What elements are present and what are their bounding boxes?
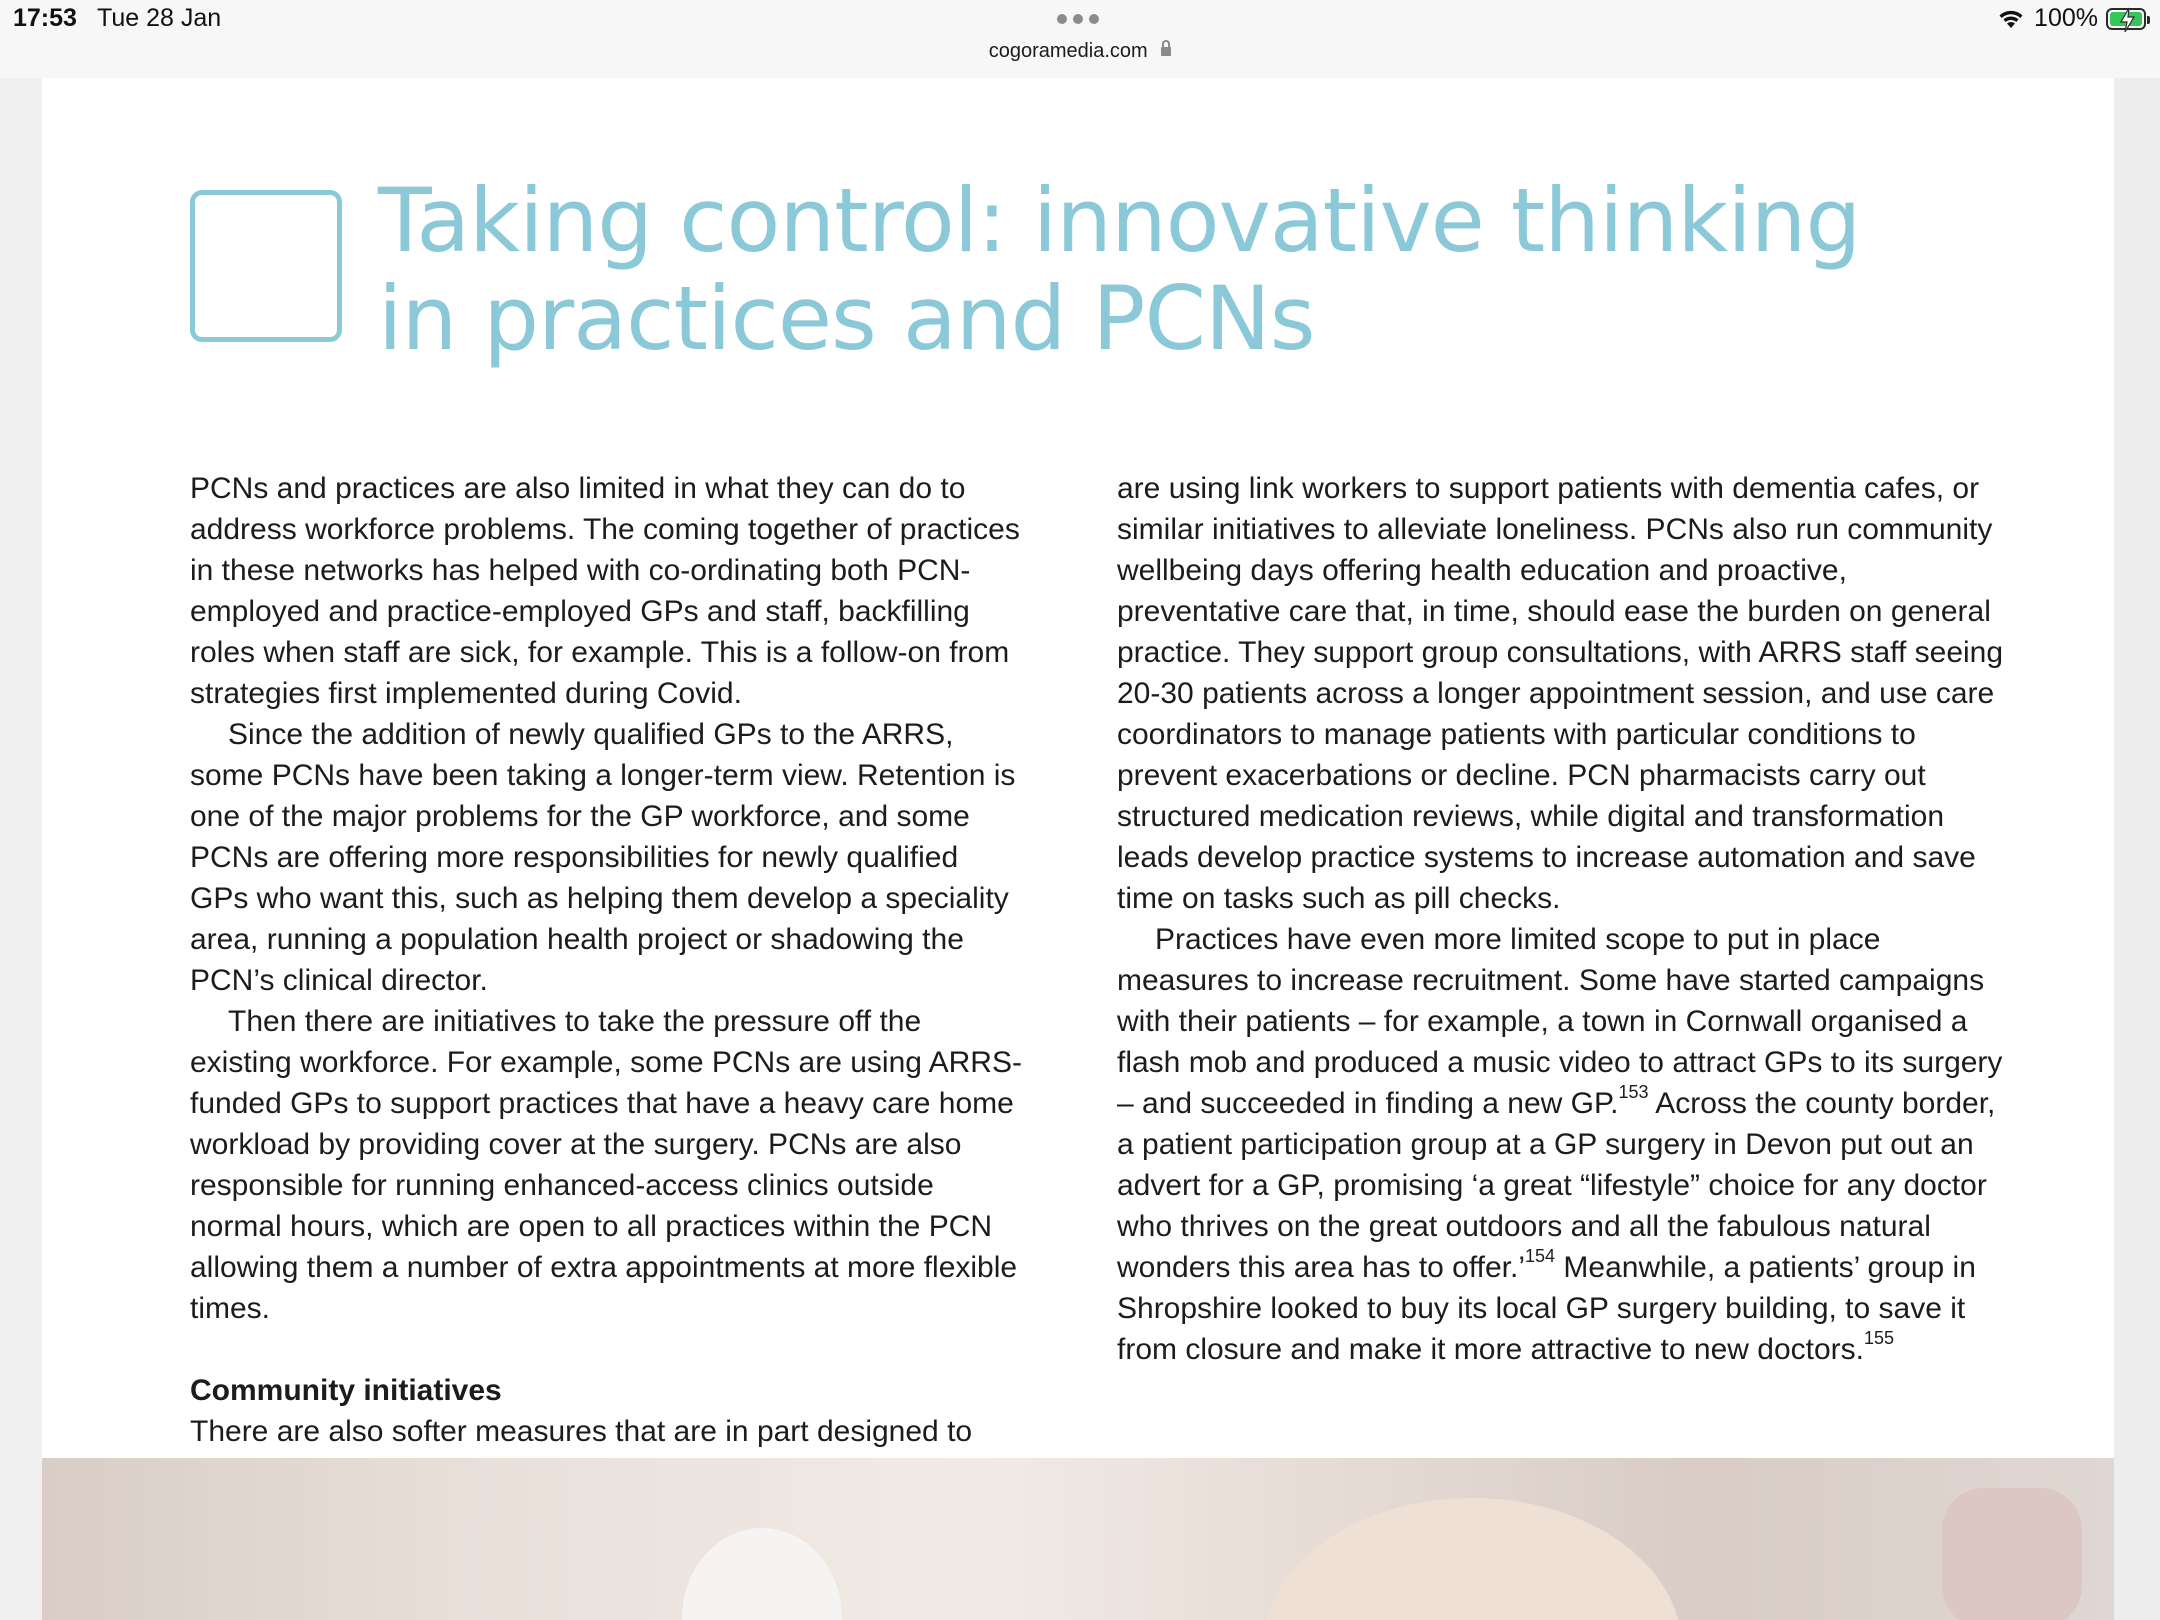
title-square-icon: [190, 190, 342, 342]
paragraph-left-3: Then there are initiatives to take the pressure off the existing workforce. For example, some PCNs are using ARRS-funded GPs to support practices that have a heavy care home workload by providing cover at the surgery. PCNs are also responsible for running enhanced-access clinics outside normal hours, which are open to all practices within the PCN allowing them a number of extra appointments at more flexible times.: [190, 1005, 1022, 1325]
charging-bolt-icon: [2118, 7, 2138, 33]
battery-percent: 100%: [2034, 4, 2098, 32]
status-time: 17:53: [13, 4, 77, 32]
article-photo: [42, 1458, 2114, 1620]
address-bar[interactable]: [0, 40, 2160, 63]
subheading-community-initiatives: Community initiatives: [190, 1374, 502, 1407]
document-page: [42, 78, 2114, 1458]
article-title: [378, 169, 1861, 370]
right-column: [1117, 468, 2017, 1370]
reference-153: 153: [1618, 1082, 1649, 1102]
paragraph-left-4: There are also softer measures that are in part designed to: [190, 1415, 973, 1448]
status-right: [1996, 4, 2146, 33]
page-gutter-right: [2114, 78, 2160, 1620]
reference-155: 155: [1863, 1328, 1895, 1348]
battery-icon: [2106, 8, 2146, 30]
paragraph-right-2: [1117, 919, 2017, 1370]
title-line-1: Taking control: innovative thinking: [378, 169, 1861, 272]
reference-154: 154: [1525, 1246, 1556, 1266]
paragraph-right-2c: Meanwhile, a patients’ group in Shropshire looked to buy its local GP surgery building, to save it from closure and make it more attractive to new doctors.: [1117, 1251, 1976, 1366]
url-text: cogoramedia.com: [988, 40, 1148, 62]
title-line-2: in practices and PCNs: [378, 267, 1315, 370]
wifi-icon: [1996, 7, 2026, 31]
paragraph-right-1: are using link workers to support patients with dementia cafes, or similar initiatives to alleviate loneliness. PCNs also run community wellbeing days offering health education and proactive, preventative care that, in time, should ease the burden on general practice. They support group consultations, with ARRS staff seeing 20-30 patients across a longer appointment session, and use care coordinators to manage patients with particular conditions to prevent exacerbations or decline. PCN pharmacists carry out structured medication reviews, while digital and transformation leads develop practice systems to increase automation and save time on tasks such as pill checks.: [1117, 472, 2004, 915]
page-gutter-left: [0, 78, 42, 1620]
lock-icon: [1161, 47, 1171, 56]
left-column: [190, 468, 1022, 1493]
status-date: Tue 28 Jan: [97, 4, 222, 32]
paragraph-right-2a: Practices have even more limited scope to put in place measures to increase recruitment. Some have started campaigns with their patients – for example, a town in Cornwall organised a flash mob and produced a music video to attract GPs to its surgery – and succeeded in finding a new GP.: [1117, 923, 2003, 1120]
more-options-icon[interactable]: [1057, 14, 1099, 24]
paragraph-right-2b: Across the county border, a patient participation group at a GP surgery in Devon put out an advert for a GP, promising ‘a great “lifestyle” choice for any doctor who thrives on the great outdoors and all the fabulous natural wonders this area has to offer.’: [1117, 1087, 1996, 1284]
paragraph-left-2: Since the addition of newly qualified GPs to the ARRS, some PCNs have been taking a longer-term view. Retention is one of the major problems for the GP workforce, and some PCNs are offering more responsibilities for newly qualified GPs who want this, such as helping them develop a speciality area, running a population health project or shadowing the PCN’s clinical director.: [190, 718, 1016, 997]
status-bar: [0, 0, 2160, 78]
paragraph-left-1: PCNs and practices are also limited in what they can do to address workforce problems. The coming together of practices in these networks has helped with co-ordinating both PCN-employed and practice-employed GPs and staff, backfilling roles when staff are sick, for example. This is a follow-on from strategies first implemented during Covid.: [190, 472, 1020, 710]
